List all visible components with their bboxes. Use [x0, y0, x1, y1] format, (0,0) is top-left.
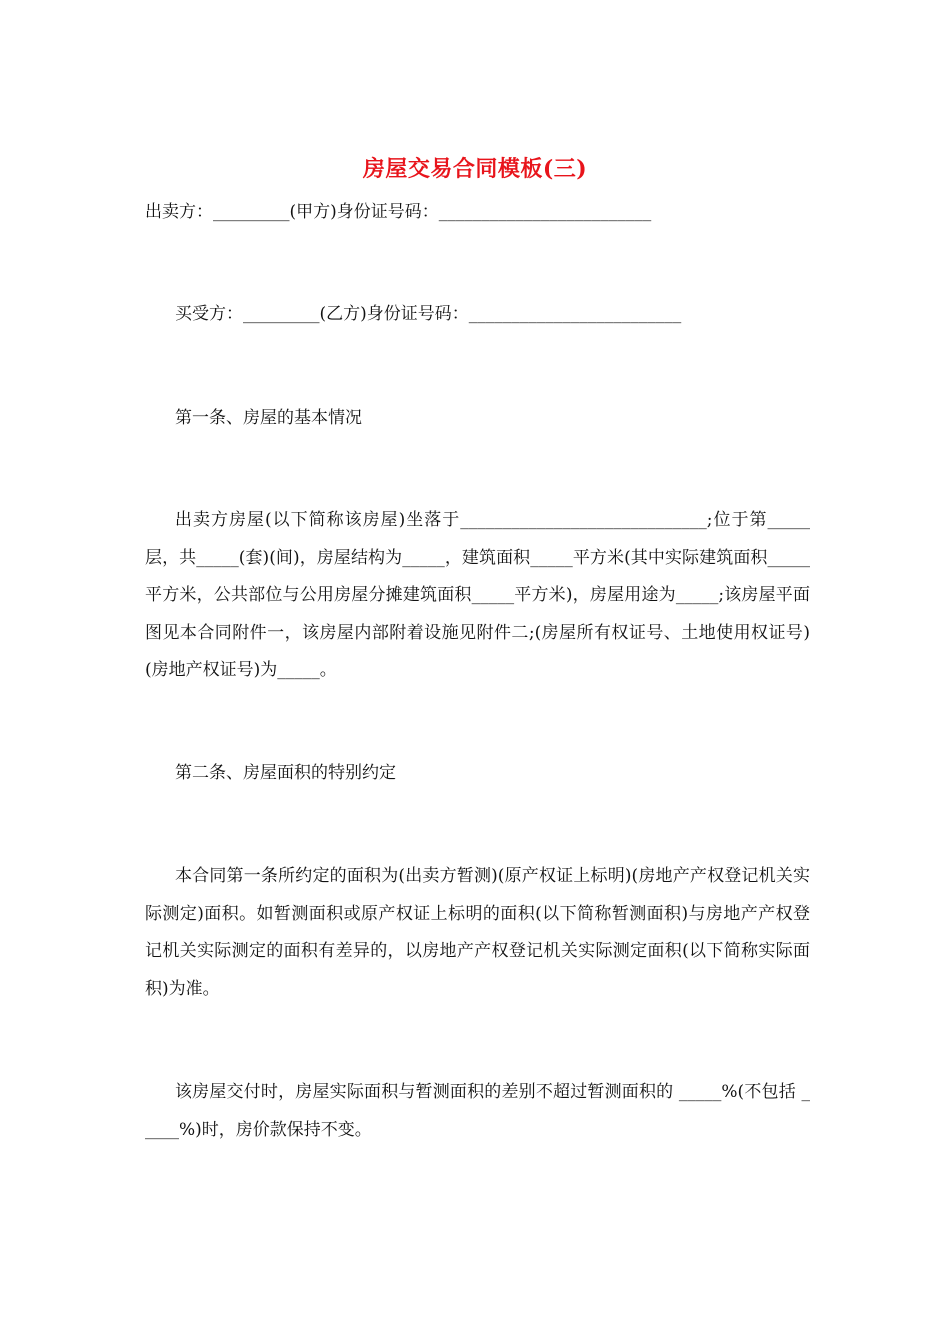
- article2-heading: 第二条、房屋面积的特别约定: [175, 763, 396, 783]
- document-title: 房屋交易合同模板(三): [362, 156, 588, 182]
- seller-line: 出卖方：_________(甲方)身份证号码：_________________________: [145, 202, 652, 222]
- buyer-line: 买受方：_________(乙方)身份证号码：_________________________: [175, 304, 682, 324]
- article1-heading: 第一条、房屋的基本情况: [175, 408, 362, 428]
- article1-body: 出卖方房屋(以下简称该房屋)坐落于_____________________________;位于第_____层，共_____(套)(间)，房屋结构为_____，建筑面积_____平方米(其中实际建筑面积_____平方米，公共部位与公用房屋分摊建筑面积_____平方米)，房屋用途为_____;该房屋平面图见本合同附件一，该房屋内部附着设施见附件二;(房屋所有权证号、土地使用权证号)(房地产权证号)为_____。: [145, 510, 810, 680]
- article2-clause: 该房屋交付时，房屋实际面积与暂测面积的差别不超过暂测面积的 _____%(不包括 _____%)时，房价款保持不变。: [145, 1082, 810, 1140]
- article2-body: 本合同第一条所约定的面积为(出卖方暂测)(原产权证上标明)(房地产产权登记机关实际测定)面积。如暂测面积或原产权证上标明的面积(以下简称暂测面积)与房地产产权登记机关实际测定的面积有差异的，以房地产产权登记机关实际测定面积(以下简称实际面积)为准。: [145, 866, 810, 999]
